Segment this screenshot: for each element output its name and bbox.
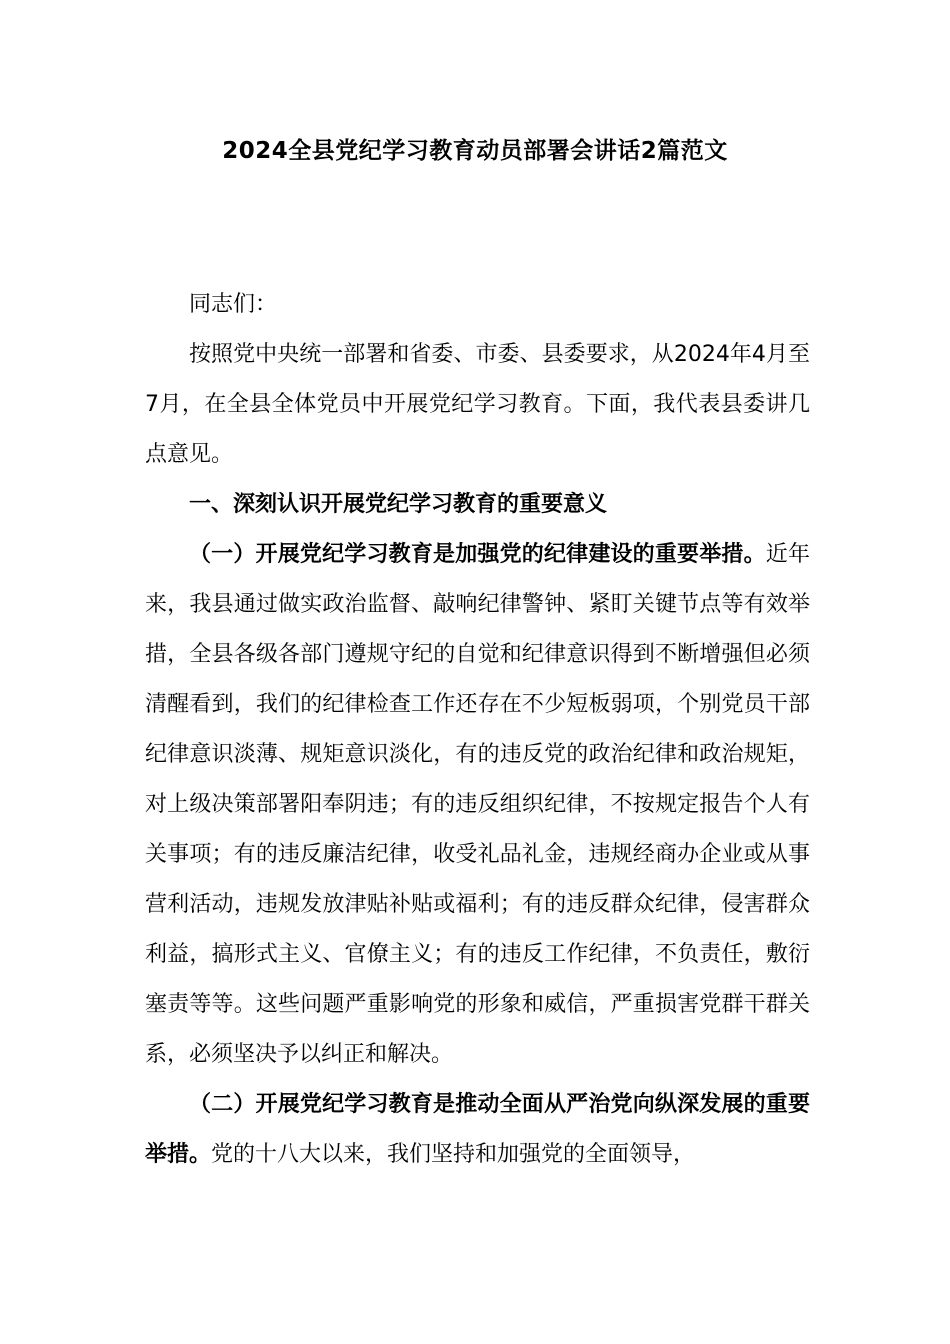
subsection-1-heading: （一）开展党纪学习教育是加强党的纪律建设的重要举措。 xyxy=(189,542,766,567)
document-body xyxy=(145,280,810,1180)
subsection-1-body: 近年来，我县通过做实政治监督、敲响纪律警钟、紧盯关键节点等有效举措，全县各级各部门遵规守纪的自觉和纪律意识得到不断增强但必须清醒看到，我们的纪律检查工作还存在不少短板弱项，个别党员干部纪律意识淡薄、规矩意识淡化，有的违反党的政治纪律和政治规矩，对上级决策部署阳奉阴违；有的违反组织纪律，不按规定报告个人有关事项；有的违反廉洁纪律，收受礼品礼金，违规经商办企业或从事营利活动，违规发放津贴补贴或福利；有的违反群众纪律，侵害群众利益，搞形式主义、官僚主义；有的违反工作纪律，不负责任，敷衍塞责等等。这些问题严重影响党的形象和威信，严重损害党群干群关系，必须坚决予以纠正和解决。 xyxy=(145,542,810,1067)
subsection-2-body: 党的十八大以来，我们坚持和加强党的全面领导， xyxy=(211,1142,696,1167)
document-title: 2024全县党纪学习教育动员部署会讲话2篇范文 xyxy=(222,138,728,164)
section-1-heading: 一、深刻认识开展党纪学习教育的重要意义 xyxy=(189,492,608,517)
salutation: 同志们： xyxy=(189,292,278,317)
subsection-2-paragraph xyxy=(145,1080,810,1180)
subsection-2-heading: （二）开展党纪学习教育是推动全面从严治党向纵深发展的重要举措。 xyxy=(145,1092,810,1167)
intro-paragraph: 按照党中央统一部署和省委、市委、县委要求，从2024年4月至7月，在全县全体党员中开展党纪学习教育。下面，我代表县委讲几点意见。 xyxy=(145,342,810,467)
subsection-1-paragraph xyxy=(145,530,810,1080)
